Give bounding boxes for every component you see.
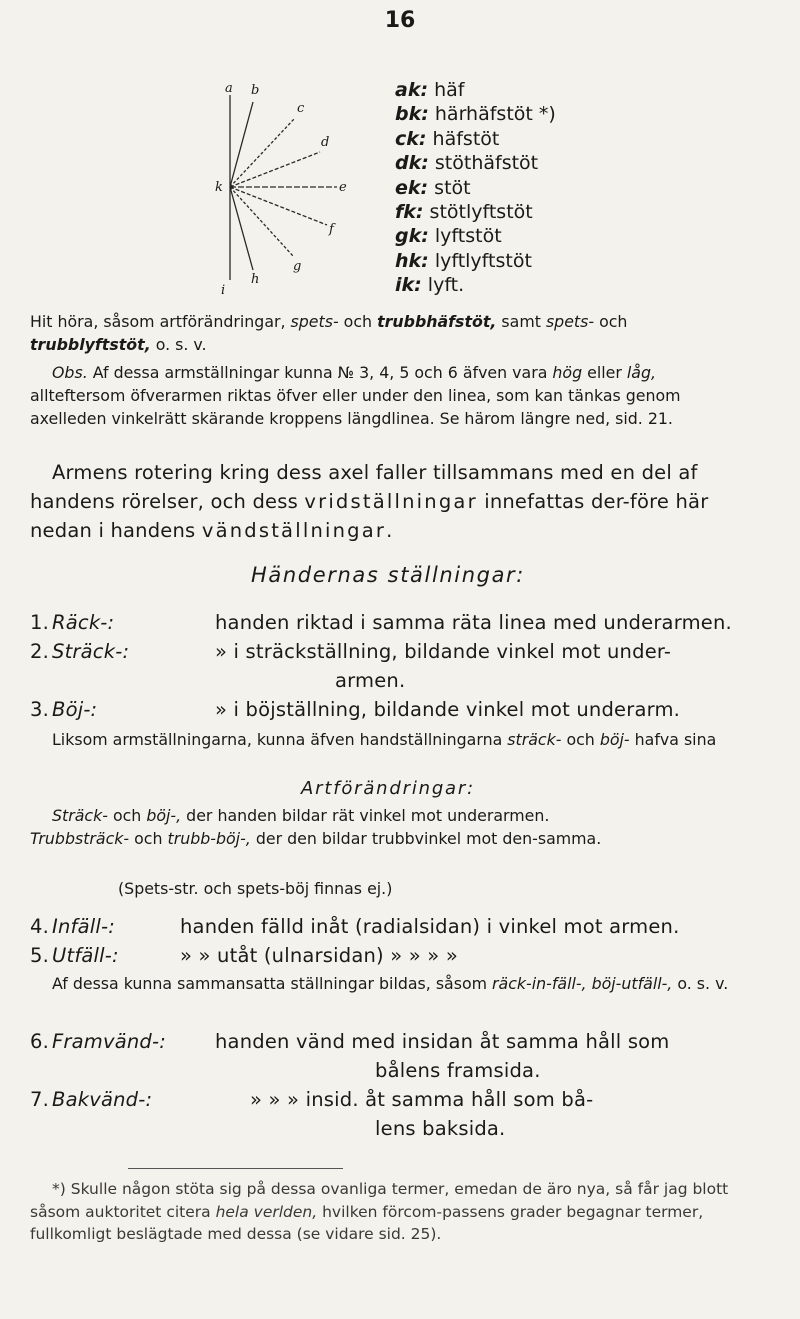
legend-row: gk: lyftstöt xyxy=(395,225,502,248)
hand-positions-list xyxy=(30,608,746,724)
list-item: 5. Utfäll-: » » utåt (ulnarsidan) » » » » xyxy=(30,944,458,967)
heading-handernas-stallningar: Händernas ställningar: xyxy=(251,563,525,587)
label-f: f xyxy=(329,222,334,237)
list-item: 2. Sträck-: » i sträckställning, bildande vinkel mot under- xyxy=(30,640,672,663)
paragraph-spets: (Spets-str. och spets-böj finnas ej.) xyxy=(118,879,393,898)
list-item: 7. Bakvänd-: » » » insid. åt samma håll som bå- xyxy=(30,1088,594,1111)
list-item-continuation: lens baksida. xyxy=(375,1117,506,1140)
legend-row: ck: häfstöt xyxy=(395,127,500,150)
list-item: 1. Räck-: handen riktad i samma räta linea med underarmen. xyxy=(30,611,732,634)
list-item: 6. Framvänd-: handen vänd med insidan åt samma håll som xyxy=(30,1030,670,1053)
legend-row: bk: härhäfstöt *) xyxy=(395,103,556,126)
list-item: 3. Böj-: » i böjställning, bildande vinkel mot underarm. xyxy=(30,698,681,721)
diagram-legend xyxy=(395,78,675,298)
label-k: k xyxy=(215,180,223,195)
arm-positions-diagram xyxy=(215,80,365,295)
hand-positions-list-3 xyxy=(30,1027,746,1143)
label-c: c xyxy=(297,101,305,116)
obs-note: Obs. Af dessa armställningar kunna № 3, 4, 5 och 6 äfven vara hög eller låg, allteftersom öfverarmen riktas öfver eller under den linea, som kan tänkas genom axelleden vinkelrätt skärande kroppens längdlinea. Se härom längre ned, sid. 21. xyxy=(30,363,681,428)
paragraph-sammansatta: Af dessa kunna sammansatta ställningar bildas, såsom räck-in-fäll-, böj-utfäll-, o. s. v. xyxy=(52,974,729,993)
label-g: g xyxy=(293,259,302,274)
legend-row: dk: stöthäfstöt xyxy=(395,152,539,175)
paragraph-strack-boj: Sträck- och böj-, der handen bildar rät vinkel mot underarmen. Trubbsträck- och trubb-böj-, der den bildar trubbvinkel mot den-samma. xyxy=(30,806,602,848)
hand-positions-list-2 xyxy=(30,912,746,970)
paragraph-rotering: Armens rotering kring dess axel faller tillsammans med en del af handens rörelser, och dess vridställningar innefattas der-före här nedan i handens vändställningar. xyxy=(30,461,709,542)
legend-row: ak: häf xyxy=(395,79,465,101)
footnote-divider xyxy=(128,1168,343,1169)
legend-row: ik: lyft. xyxy=(395,274,465,297)
label-h: h xyxy=(251,272,260,287)
list-item-continuation: armen. xyxy=(335,669,406,692)
list-item: 4. Infäll-: handen fälld inåt (radialsidan) i vinkel mot armen. xyxy=(30,915,680,938)
label-a: a xyxy=(225,81,233,96)
legend-row: hk: lyftlyftstöt xyxy=(395,249,532,272)
footnote: *) Skulle någon stöta sig på dessa ovanliga termer, emedan de äro nya, så får jag blott såsom auktoritet citera hela verlden, hvilken förcom-passens grader begagnar termer, fullkomligt beslägtade med dessa (se vidare sid. 25). xyxy=(30,1180,729,1243)
label-e: e xyxy=(339,180,347,195)
line-kd xyxy=(230,152,320,187)
label-b: b xyxy=(251,83,260,98)
legend-row: ek: stöt xyxy=(395,176,471,199)
paragraph-artforandringar: Hit höra, såsom artförändringar, spets- och trubbhäfstöt, samt spets- och trubblyftstöt, o. s. v. xyxy=(30,312,628,354)
label-i: i xyxy=(221,283,226,295)
list-item-continuation: bålens framsida. xyxy=(375,1059,541,1082)
page-number: 16 xyxy=(384,8,416,33)
line-kf xyxy=(230,187,327,225)
label-d: d xyxy=(321,135,330,150)
paragraph-liksom: Liksom armställningarna, kunna äfven handställningarna sträck- och böj- hafva sina xyxy=(52,730,717,749)
legend-row: fk: stötlyftstöt xyxy=(395,201,533,224)
heading-artforandringar: Artförändringar: xyxy=(301,778,475,799)
